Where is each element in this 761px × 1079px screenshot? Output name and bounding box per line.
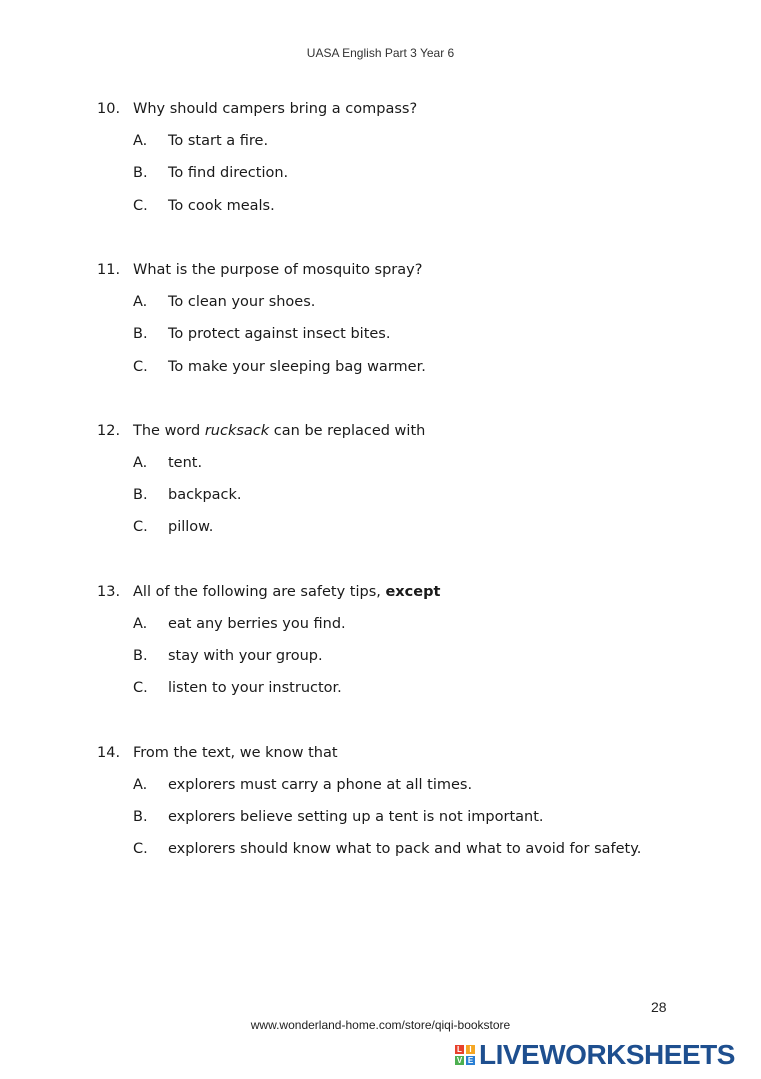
option-letter: B.	[133, 487, 148, 503]
logo-letter: V	[456, 1056, 463, 1065]
italic-word: rucksack	[204, 423, 270, 439]
option-text: stay with your group.	[168, 648, 323, 664]
option-letter: A.	[133, 777, 148, 793]
option-text: explorers must carry a phone at all times.	[168, 777, 473, 793]
option-text: To make your sleeping bag warmer.	[168, 359, 426, 375]
option-text: pillow.	[168, 519, 214, 535]
option-letter: A.	[133, 616, 148, 632]
option-letter: A.	[133, 294, 148, 310]
brand-text: LIVEWORKSHEETS	[479, 1039, 735, 1070]
option-letter: C.	[133, 198, 148, 214]
option-text: To start a fire.	[168, 133, 269, 149]
bold-word: except	[385, 584, 441, 600]
option-text: explorers believe setting up a tent is not important.	[168, 809, 544, 825]
logo-letter: E	[467, 1056, 474, 1065]
question-number: 10.	[97, 101, 121, 117]
logo-letter: I	[466, 1045, 475, 1054]
question-number: 13.	[97, 584, 121, 600]
option-text: To clean your shoes.	[168, 294, 316, 310]
option-letter: B.	[133, 809, 148, 825]
question-text	[133, 582, 440, 602]
question-text-start: All of the following are safety tips,	[133, 584, 386, 600]
option-letter: A.	[133, 133, 148, 149]
liveworksheets-logo-icon	[455, 1045, 475, 1065]
option-text: To cook meals.	[168, 198, 275, 214]
option-text: eat any berries you find.	[168, 616, 346, 632]
option-letter: C.	[133, 680, 148, 696]
option-text: explorers should know what to pack and what to avoid for safety.	[168, 841, 642, 857]
liveworksheets-brand[interactable]	[455, 1038, 735, 1072]
page-number: 28	[651, 999, 667, 1015]
question-text	[133, 421, 425, 441]
question-number: 11.	[97, 262, 121, 278]
option-letter: C.	[133, 359, 148, 375]
option-text: To find direction.	[168, 165, 289, 181]
page-header: UASA English Part 3 Year 6	[306, 46, 455, 60]
option-letter: C.	[133, 519, 148, 535]
question-number: 14.	[97, 745, 121, 761]
option-letter: B.	[133, 165, 148, 181]
question-text-start: The word	[133, 423, 205, 439]
question-text: From the text, we know that	[133, 745, 338, 761]
option-text: To protect against insect bites.	[168, 326, 391, 342]
option-letter: C.	[133, 841, 148, 857]
question-text: What is the purpose of mosquito spray?	[133, 262, 423, 278]
question-text: Why should campers bring a compass?	[133, 101, 418, 117]
option-text: backpack.	[168, 487, 242, 503]
question-text-end: can be replaced with	[269, 423, 426, 439]
option-letter: B.	[133, 326, 148, 342]
footer-url[interactable]: www.wonderland-home.com/store/qiqi-bookstore	[250, 1018, 511, 1032]
option-letter: A.	[133, 455, 148, 471]
option-text: listen to your instructor.	[168, 680, 342, 696]
logo-letter: L	[455, 1045, 464, 1054]
option-text: tent.	[168, 455, 203, 471]
option-letter: B.	[133, 648, 148, 664]
question-number: 12.	[97, 423, 121, 439]
